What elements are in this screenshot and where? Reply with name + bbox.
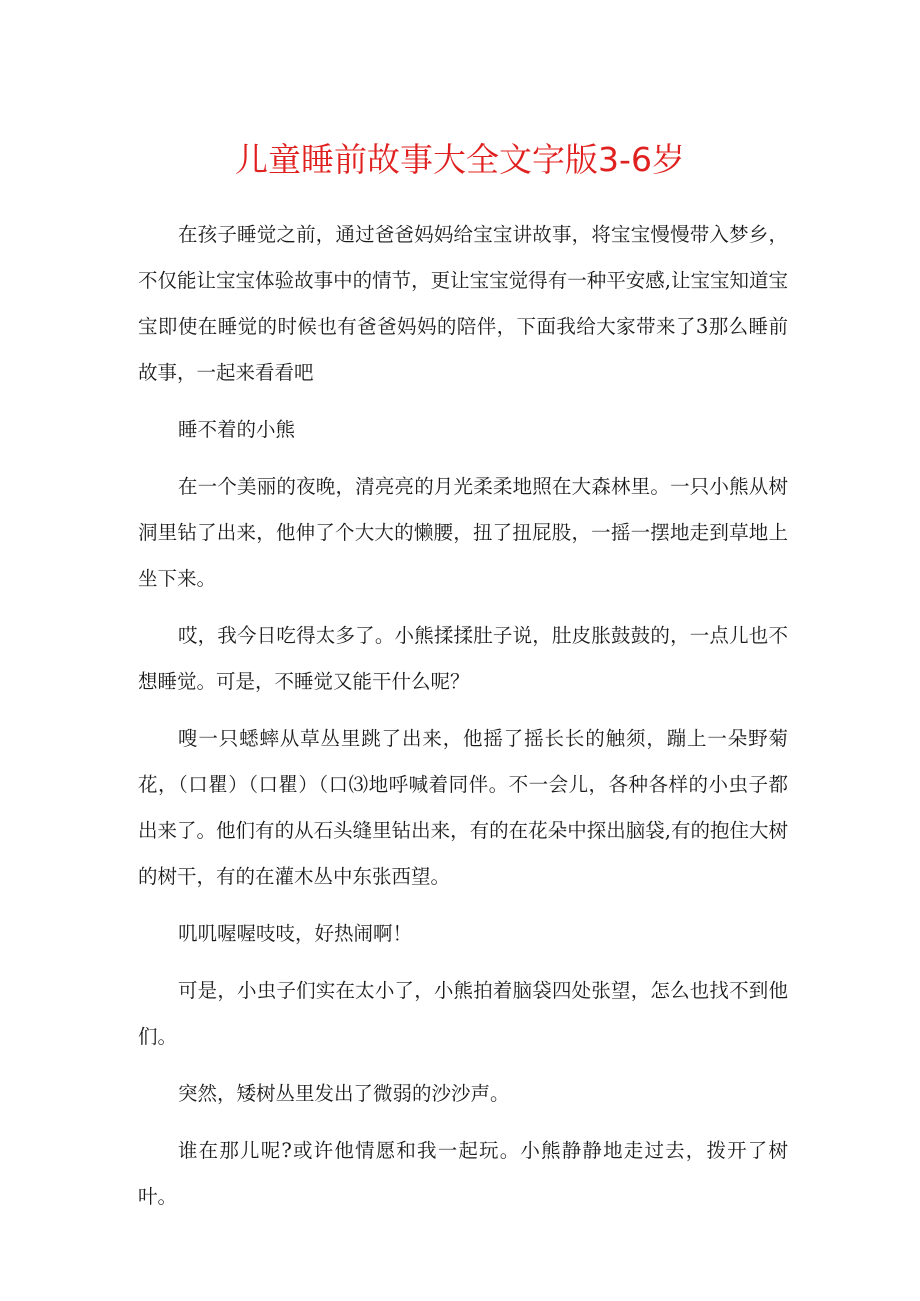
intro-paragraph: 在孩子睡觉之前，通过爸爸妈妈给宝宝讲故事，将宝宝慢慢带入梦乡，不仅能让宝宝体验故事中的情节，更让宝宝觉得有一种平安感,让宝宝知道宝宝即使在睡觉的时候也有爸爸妈妈的陪伴，下面我给大家带来了3那么睡前故事，一起来看看吧 bbox=[138, 223, 788, 384]
document-body bbox=[138, 212, 788, 1231]
story-paragraph: 嗖一只蟋蟀从草丛里跳了出来，他摇了摇长长的触须，蹦上一朵野菊花，（口瞿）（口瞿）（口⑶地呼喊着同伴。不一会儿，各种各样的小虫子都出来了。他们有的从石头缝里钻出来，有的在花朵中探出脑袋,有的抱住大树的树干，有的在灌木丛中东张西望。 bbox=[138, 727, 788, 888]
story-paragraph: 谁在那儿呢?或许他情愿和我一起玩。小熊静静地走过去，拨开了树叶。 bbox=[138, 1139, 788, 1208]
story-title: 睡不着的小熊 bbox=[178, 418, 296, 441]
story-paragraph: 突然，矮树丛里发出了微弱的沙沙声。 bbox=[178, 1082, 510, 1105]
story-paragraph: 可是，小虫子们实在太小了，小熊拍着脑袋四处张望，怎么也找不到他们。 bbox=[138, 979, 788, 1048]
document-title: 儿童睡前故事大全文字版3-6岁 bbox=[235, 140, 685, 179]
story-paragraph: 哎，我今日吃得太多了。小熊揉揉肚子说，肚皮胀鼓鼓的，一点儿也不想睡觉。可是，不睡觉又能干什么呢？ bbox=[138, 624, 788, 693]
story-paragraph: 在一个美丽的夜晚，清亮亮的月光柔柔地照在大森林里。一只小熊从树洞里钻了出来，他伸了个大大的懒腰，扭了扭屁股，一摇一摆地走到草地上坐下来。 bbox=[138, 475, 788, 590]
story-paragraph: 叽叽喔喔吱吱，好热闹啊！ bbox=[178, 922, 413, 945]
